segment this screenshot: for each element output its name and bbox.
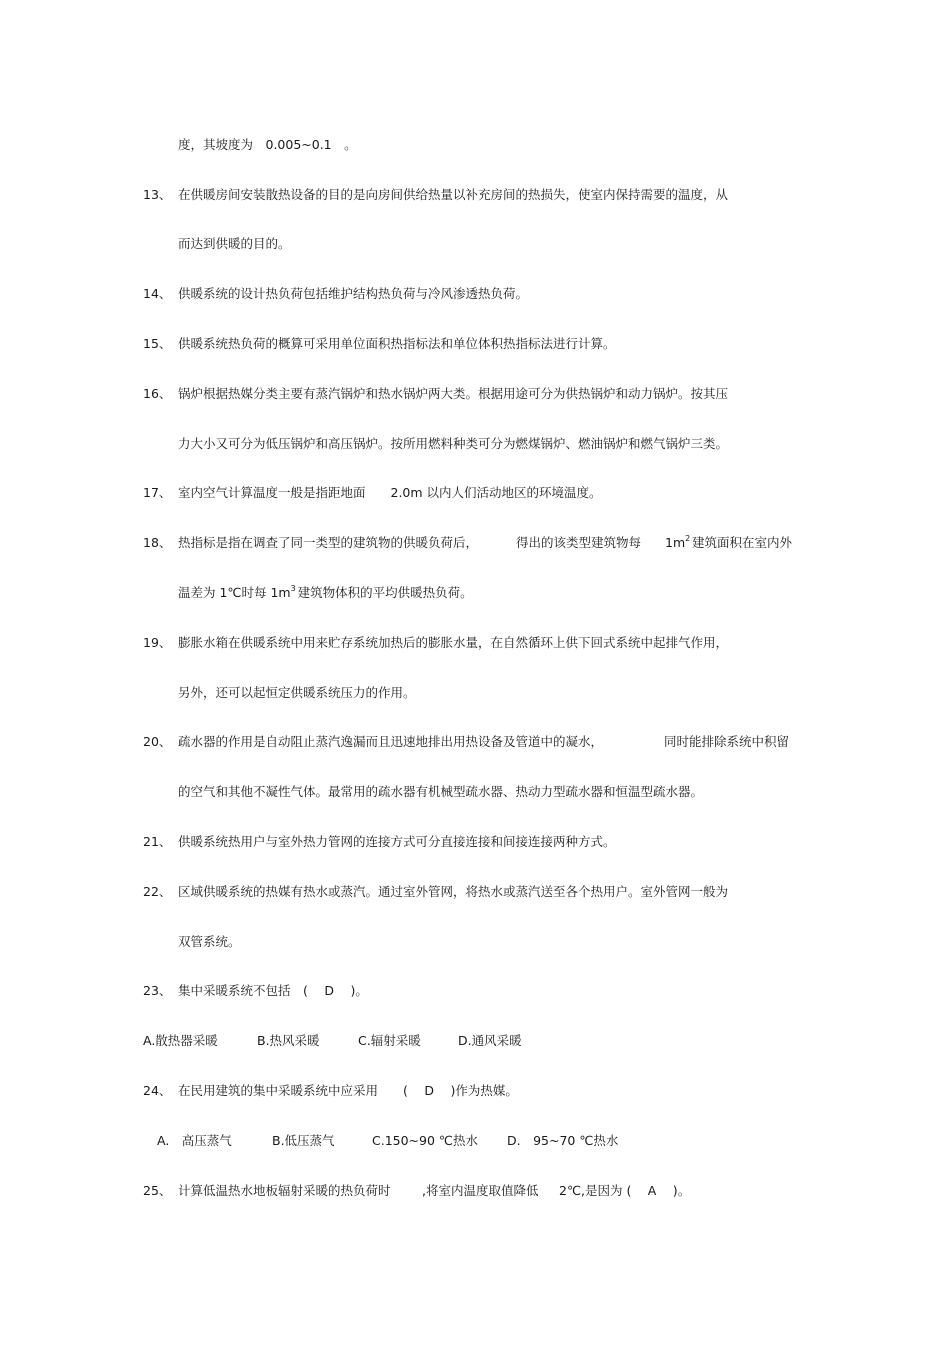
question-number: 15、 — [143, 336, 172, 351]
continuation-line: 度，其坡度为 0.005~0.1 。 — [178, 137, 357, 152]
option-a: A. 高压蒸气 — [157, 1133, 232, 1148]
question-text-part: 2℃,是因为 ( A )。 — [559, 1183, 691, 1198]
question-text: 集中采暖系统不包括 ( D )。 — [178, 983, 368, 998]
question-number: 18、 — [143, 535, 172, 550]
question-text-part: 热指标是指在调查了同一类型的建筑物的供暖负荷后， — [178, 535, 479, 550]
option-c: C.辐射采暖 — [358, 1033, 421, 1048]
question-number: 22、 — [143, 884, 172, 899]
question-text: 在民用建筑的集中采暖系统中应采用 ( D )作为热媒。 — [178, 1083, 518, 1098]
question-number: 13、 — [143, 187, 172, 202]
question-text: 区域供暖系统的热媒有热水或蒸汽。通过室外管网，将热水或蒸汽送至各个热用户。室外管网一般为 — [178, 884, 729, 899]
question-text-part: ,将室内温度取值降低 — [422, 1183, 539, 1198]
question-text-continued: 而达到供暖的目的。 — [178, 236, 291, 251]
question-text-continued: 力大小又可分为低压锅炉和高压锅炉。按所用燃料种类可分为燃煤锅炉、燃油锅炉和燃气锅炉三类。 — [178, 436, 729, 451]
question-number: 19、 — [143, 635, 172, 650]
question-text: 供暖系统热用户与室外热力管网的连接方式可分直接连接和间接连接两种方式。 — [178, 834, 616, 849]
option-b: B.热风采暖 — [257, 1033, 320, 1048]
question-text-continued: 的空气和其他不凝性气体。最常用的疏水器有机械型疏水器、热动力型疏水器和恒温型疏水器。 — [178, 784, 704, 799]
question-text: 室内空气计算温度一般是指距地面 2.0m 以内人们活动地区的环境温度。 — [178, 485, 602, 500]
option-c: C.150~90 ℃热水 — [372, 1133, 478, 1148]
question-text-continued: 双管系统。 — [178, 934, 241, 949]
question-text: 供暖系统热负荷的概算可采用单位面积热指标法和单位体积热指标法进行计算。 — [178, 336, 616, 351]
question-text-part: 建筑面积在室内外 — [692, 535, 793, 550]
question-text: 在供暖房间安装散热设备的目的是向房间供给热量以补充房间的热损失，使室内保持需要的温度，从 — [178, 187, 729, 202]
question-text-part: 得出的该类型建筑物每 — [516, 535, 642, 550]
question-number: 14、 — [143, 286, 172, 301]
question-text-continued: 另外，还可以起恒定供暖系统压力的作用。 — [178, 685, 416, 700]
option-a: A.散热器采暖 — [143, 1033, 218, 1048]
question-text-continued: 温差为 1℃时每 $1m^3$ 建筑物体积的平均供暖热负荷。 — [178, 584, 473, 600]
question-text: 膨胀水箱在供暖系统中用来贮存系统加热后的膨胀水量，在自然循环上供下回式系统中起排气作用， — [178, 635, 729, 650]
question-text: 锅炉根据热媒分类主要有蒸汽锅炉和热水锅炉两大类。根据用途可分为供热锅炉和动力锅炉。按其压 — [178, 386, 729, 401]
option-b: B.低压蒸气 — [272, 1133, 335, 1148]
question-text-part: 计算低温热水地板辐射采暖的热负荷时 — [178, 1183, 391, 1198]
question-number: 16、 — [143, 386, 172, 401]
unit-square-meter: $1m^2$ — [665, 534, 691, 550]
question-number: 23、 — [143, 983, 172, 998]
option-d: D.通风采暖 — [458, 1033, 522, 1048]
question-number: 20、 — [143, 734, 172, 749]
question-number: 25、 — [143, 1183, 172, 1198]
question-number: 24、 — [143, 1083, 172, 1098]
option-d: D. 95~70 ℃热水 — [507, 1133, 619, 1148]
question-number: 17、 — [143, 485, 172, 500]
question-text: 供暖系统的设计热负荷包括维护结构热负荷与冷风渗透热负荷。 — [178, 286, 529, 301]
question-text-part: 疏水器的作用是自动阻止蒸汽逸漏而且迅速地排出用热设备及管道中的凝水， — [178, 734, 604, 749]
question-number: 21、 — [143, 834, 172, 849]
question-text-part: 同时能排除系统中积留 — [664, 734, 790, 749]
